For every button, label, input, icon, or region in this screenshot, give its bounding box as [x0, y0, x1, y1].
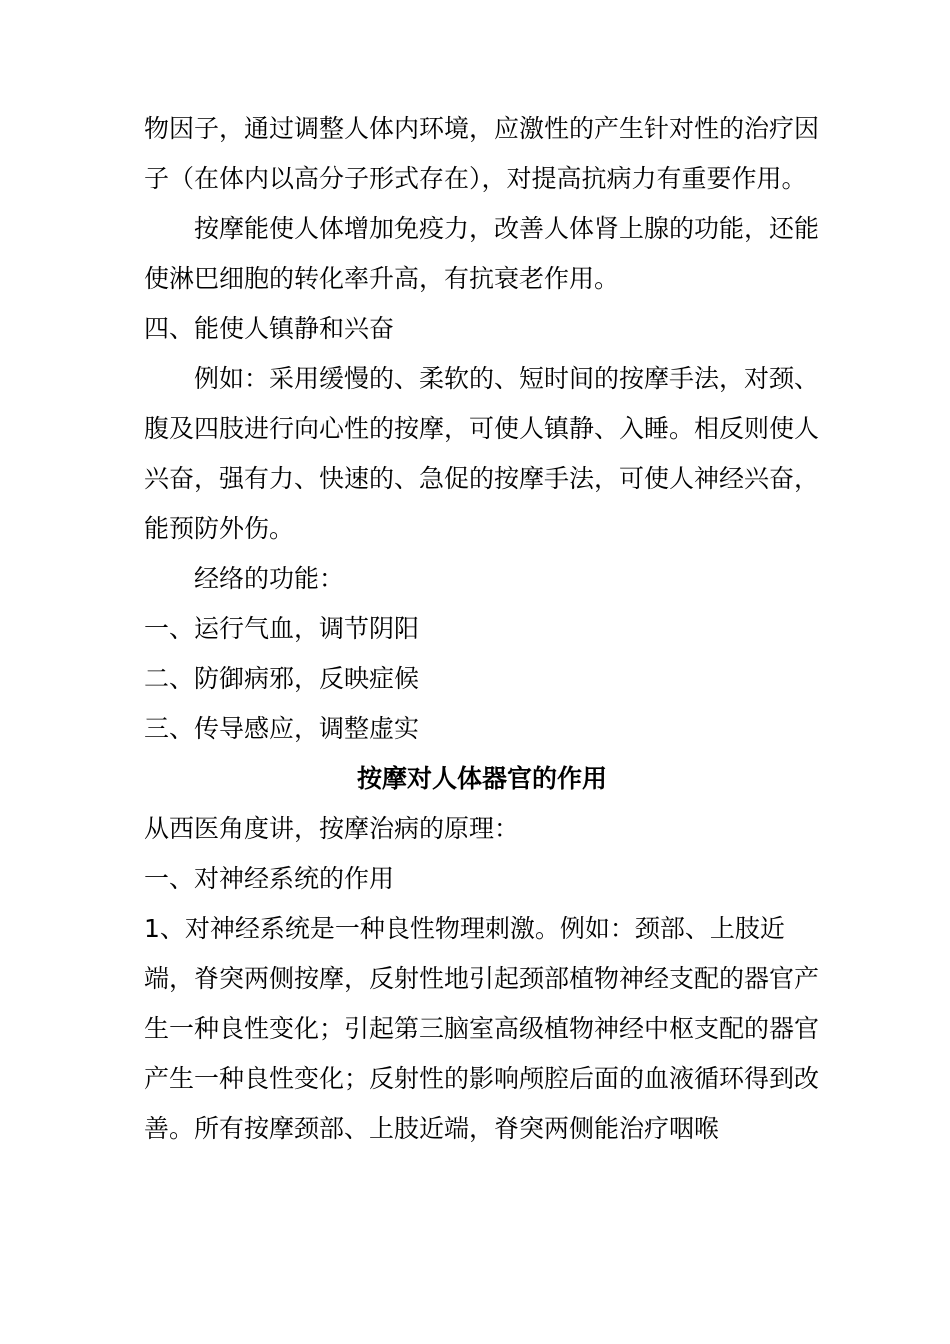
- paragraph-calm-excite-example: 例如：采用缓慢的、柔软的、短时间的按摩手法，对颈、腹及四肢进行向心性的按摩，可使人镇静、入睡。相反则使人兴奋，强有力、快速的、急促的按摩手法，可使人神经兴奋，能预防外伤。: [144, 364, 820, 543]
- meridian-function-item-1: 一、运行气血，调节阴阳: [144, 614, 420, 643]
- paragraph-immune-factors: 物因子，通过调整人体内环境，应激性的产生针对性的治疗因子（在体内以高分子形式存在），对提高抗病力有重要作用。: [144, 114, 820, 193]
- meridian-function-item-2: 二、防御病邪，反映症候: [144, 664, 420, 693]
- paragraph-massage-immunity: 按摩能使人体增加免疫力，改善人体肾上腺的功能，还能使淋巴细胞的转化率升高，有抗衰老作用。: [144, 214, 820, 293]
- section-title-organ-effects: 按摩对人体器官的作用: [356, 764, 607, 793]
- meridian-function-item-3: 三、传导感应，调整虚实: [144, 714, 420, 743]
- section-heading-nervous-system: 一、对神经系统的作用: [144, 864, 395, 893]
- section-heading-calm-excite: 四、能使人镇静和兴奋: [144, 314, 395, 343]
- meridian-functions-label: 经络的功能：: [194, 564, 345, 593]
- paragraph-western-principle: 从西医角度讲，按摩治病的原理：: [144, 814, 520, 843]
- document-body: [144, 104, 820, 1154]
- paragraph-nervous-system-detail: 1、对神经系统是一种良性物理刺激。例如：颈部、上肢近端，脊突两侧按摩，反射性地引起颈部植物神经支配的器官产生一种良性变化；引起第三脑室高级植物神经中枢支配的器官产生一种良性变化；反射性的影响颅腔后面的血液循环得到改善。所有按摩颈部、上肢近端，脊突两侧能治疗咽喉: [144, 914, 820, 1143]
